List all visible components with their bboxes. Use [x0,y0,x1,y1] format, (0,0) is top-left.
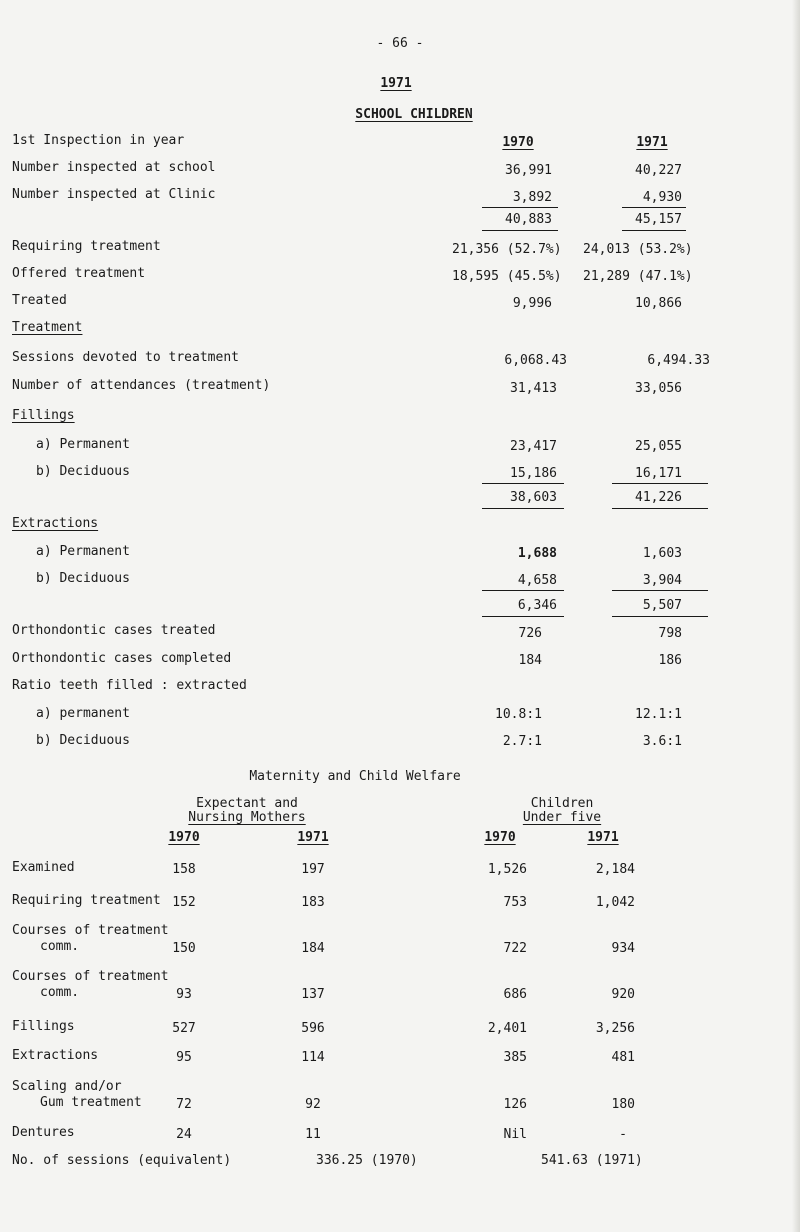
total-rule [612,508,708,509]
row-label: Treated [12,293,67,308]
value-1970: 2.7:1 [502,734,542,749]
row-label: Number inspected at Clinic [12,187,216,202]
children-1971: 1,042 [595,895,635,910]
mothers-col-1970: 1970 [168,830,200,845]
value-1971: 6,494.33 [647,353,710,368]
year-title: 1971 [380,76,412,91]
mothers-1970: 95 [176,1050,192,1065]
children-1971: 3,256 [595,1021,635,1036]
value-1970: 10.8:1 [495,707,542,722]
row-label: Orthondontic cases completed [12,651,232,666]
sum-rule [622,207,686,208]
total-rule [622,230,686,231]
children-col-1971: 1971 [587,830,619,845]
children-1970: 126 [503,1097,527,1112]
first-inspection-heading: 1st Inspection in year [12,133,185,148]
sum-rule [482,483,564,484]
row-label: Sessions devoted to treatment [12,350,239,365]
total-1970: 40,883 [505,212,552,227]
row-label: Courses of treatment [12,923,169,938]
row-label-line2: comm. [40,985,80,1000]
row-label: a) permanent [36,706,130,721]
value-1970: 21,356 (52.7%) [452,242,562,257]
children-group-header: Children [530,796,594,811]
mothers-group-header-line2: Nursing Mothers [188,810,306,825]
children-1970: 385 [503,1050,527,1065]
value-1971: 4,930 [642,190,682,205]
children-1970: 1,526 [487,862,527,877]
row-label: Courses of treatment [12,969,169,984]
row-label: Dentures [12,1125,75,1140]
mothers-1970: 72 [176,1097,192,1112]
school-children-title: SCHOOL CHILDREN [355,107,473,122]
mothers-1971: 183 [301,895,325,910]
total-rule [482,508,564,509]
row-label: Number of attendances (treatment) [12,378,271,393]
value-1971: 16,171 [635,466,682,481]
value-1970: 184 [518,653,542,668]
total-rule [612,616,708,617]
children-1970: 686 [503,987,527,1002]
row-label: Extractions [12,1048,99,1063]
treatment-heading: Treatment [12,320,83,335]
children-col-1970: 1970 [484,830,516,845]
value-1970: 9,996 [512,296,552,311]
row-label: Requiring treatment [12,239,161,254]
children-1971: 481 [611,1050,635,1065]
sessions-label: No. of sessions (equivalent) [12,1153,232,1168]
row-label-line2: comm. [40,939,80,954]
value-1970: 15,186 [510,466,557,481]
total-1971: 5,507 [642,598,682,613]
children-1970: 722 [503,941,527,956]
value-1971: 798 [658,626,682,641]
maternity-title: Maternity and Child Welfare [249,769,461,784]
total-1970: 6,346 [517,598,557,613]
row-label: b) Deciduous [36,464,130,479]
row-label: Number inspected at school [12,160,216,175]
mothers-col-1971: 1971 [297,830,329,845]
value-1970: 726 [518,626,542,641]
mothers-1970: 152 [172,895,196,910]
mothers-1970: 150 [172,941,196,956]
mothers-1970: 24 [176,1127,192,1142]
ratio-heading: Ratio teeth filled : extracted [12,678,247,693]
children-1971: - [619,1127,627,1142]
mothers-1971: 596 [301,1021,325,1036]
mothers-1970: 158 [172,862,196,877]
page-edge-shadow [792,0,800,1232]
mothers-1971: 11 [305,1127,321,1142]
sum-rule [612,483,708,484]
mothers-1971: 114 [301,1050,325,1065]
row-label: b) Deciduous [36,571,130,586]
row-label: b) Deciduous [36,733,130,748]
mothers-1971: 197 [301,862,325,877]
sessions-1970: 336.25 (1970) [316,1153,418,1168]
sum-rule [612,590,708,591]
mothers-1970: 527 [172,1021,196,1036]
value-1970: 6,068.43 [504,353,567,368]
total-1971: 41,226 [635,490,682,505]
mothers-1970: 93 [176,987,192,1002]
row-label: Scaling and/or [12,1079,122,1094]
value-1971: 24,013 (53.2%) [583,242,693,257]
row-label: Offered treatment [12,266,146,281]
row-label: a) Permanent [36,437,130,452]
value-1971: 3.6:1 [642,734,682,749]
column-header-1971: 1971 [636,135,668,150]
children-1970: Nil [503,1127,527,1142]
value-1971: 1,603 [642,546,682,561]
sessions-1971: 541.63 (1971) [541,1153,643,1168]
children-1971: 180 [611,1097,635,1112]
extractions-heading: Extractions [12,516,99,531]
children-1970: 2,401 [487,1021,527,1036]
row-label: a) Permanent [36,544,130,559]
column-header-1970: 1970 [502,135,534,150]
value-1971: 186 [658,653,682,668]
total-1971: 45,157 [635,212,682,227]
mothers-1971: 137 [301,987,325,1002]
sum-rule [482,590,564,591]
value-1971: 12.1:1 [635,707,682,722]
fillings-heading: Fillings [12,408,75,423]
value-1971: 21,289 (47.1%) [583,269,693,284]
value-1970: 18,595 (45.5%) [452,269,562,284]
value-1971: 3,904 [642,573,682,588]
value-1971: 25,055 [635,439,682,454]
children-1970: 753 [503,895,527,910]
children-1971: 2,184 [595,862,635,877]
total-rule [482,230,558,231]
mothers-group-header: Expectant and [196,796,298,811]
row-label: Orthondontic cases treated [12,623,216,638]
mothers-1971: 184 [301,941,325,956]
value-1971: 33,056 [635,381,682,396]
sum-rule [482,207,558,208]
row-label-line2: Gum treatment [40,1095,142,1110]
value-1970: 36,991 [505,163,552,178]
children-group-header-line2: Under five [522,810,602,825]
value-1971: 40,227 [635,163,682,178]
row-label: Fillings [12,1019,75,1034]
children-1971: 934 [611,941,635,956]
value-1971: 10,866 [635,296,682,311]
page-number: - 66 - [376,36,424,51]
value-1970: 31,413 [510,381,557,396]
total-rule [482,616,564,617]
value-1970: 1,688 [517,546,557,561]
row-label: Requiring treatment [12,893,161,908]
total-1970: 38,603 [510,490,557,505]
value-1970: 4,658 [517,573,557,588]
row-label: Examined [12,860,75,875]
children-1971: 920 [611,987,635,1002]
mothers-1971: 92 [305,1097,321,1112]
value-1970: 3,892 [512,190,552,205]
value-1970: 23,417 [510,439,557,454]
